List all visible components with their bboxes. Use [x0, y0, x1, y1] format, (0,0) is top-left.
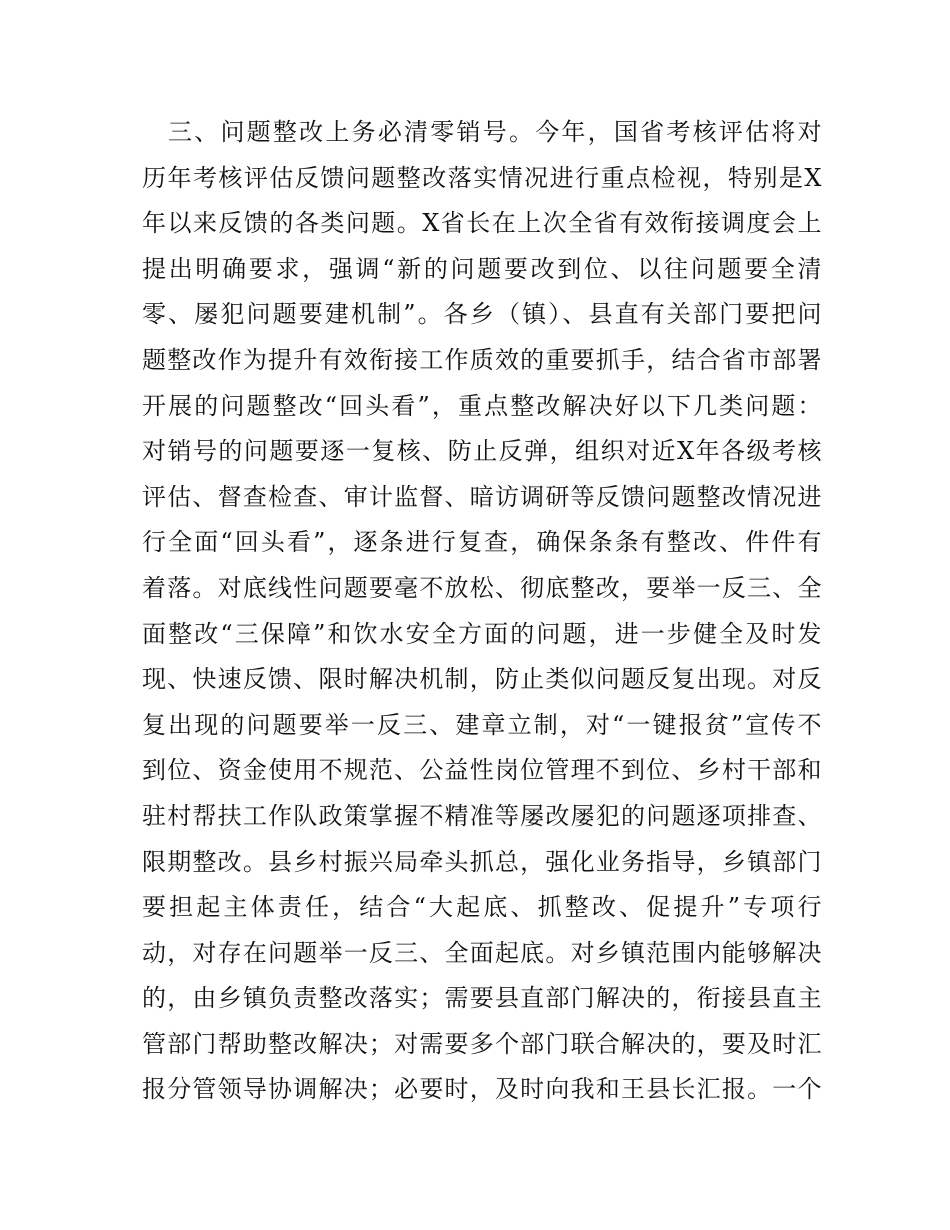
text-line: 历年考核评估反馈问题整改落实情况进行重点检视，特别是X: [142, 163, 822, 192]
text-line: 开展的问题整改“回头看”，重点整改解决好以下几类问题：: [142, 391, 822, 420]
body-paragraph: [142, 110, 822, 1113]
text-line: 限期整改。县乡村振兴局牵头抓总，强化业务指导，乡镇部门: [142, 847, 822, 876]
text-line: 三、问题整改上务必清零销号。今年，国省考核评估将对: [168, 118, 822, 146]
text-line: 提出明确要求，强调“新的问题要改到位、以往问题要全清: [142, 254, 822, 283]
text-line: 报分管领导协调解决；必要时，及时向我和王县长汇报。一个: [142, 1075, 822, 1104]
text-line: 面整改“三保障”和饮水安全方面的问题，进一步健全及时发: [142, 619, 822, 648]
text-line: 管部门帮助整改解决；对需要多个部门联合解决的，要及时汇: [142, 1029, 822, 1058]
text-line: 零、屡犯问题要建机制”。各乡（镇）、县直有关部门要把问: [142, 300, 822, 329]
text-line: 到位、资金使用不规范、公益性岗位管理不到位、乡村干部和: [142, 756, 822, 785]
text-line: 年以来反馈的各类问题。X省长在上次全省有效衔接调度会上: [142, 209, 822, 238]
text-line: 要担起主体责任，结合“大起底、抓整改、促提升”专项行: [142, 893, 822, 922]
text-line: 着落。对底线性问题要毫不放松、彻底整改，要举一反三、全: [142, 573, 822, 602]
text-line: 现、快速反馈、限时解决机制，防止类似问题反复出现。对反: [142, 665, 822, 694]
text-line: 复出现的问题要举一反三、建章立制，对“一键报贫”宣传不: [142, 710, 822, 739]
text-line: 对销号的问题要逐一复核、防止反弹，组织对近X年各级考核: [142, 437, 822, 466]
text-line: 驻村帮扶工作队政策掌握不精准等屡改屡犯的问题逐项排查、: [142, 801, 822, 830]
text-line: 行全面“回头看”，逐条进行复查，确保条条有整改、件件有: [142, 528, 822, 557]
text-line: 的，由乡镇负责整改落实；需要县直部门解决的，衔接县直主: [142, 984, 822, 1013]
text-line: 动，对存在问题举一反三、全面起底。对乡镇范围内能够解决: [142, 938, 822, 967]
text-line: 评估、督查检查、审计监督、暗访调研等反馈问题整改情况进: [142, 482, 822, 511]
text-line: 题整改作为提升有效衔接工作质效的重要抓手，结合省市部署: [142, 345, 822, 374]
